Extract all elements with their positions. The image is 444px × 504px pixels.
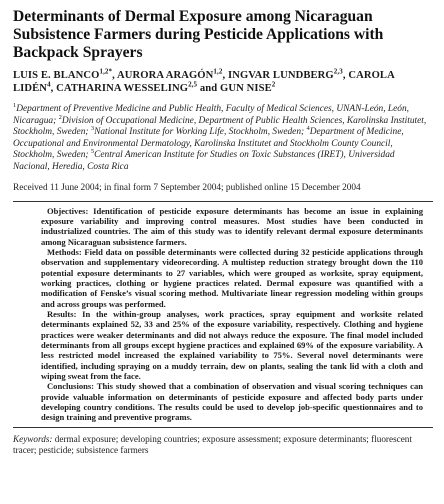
abstract-objectives: Objectives: Identification of pesticide exposure determinants has become an issue in explaining exposure variability and improving control measures. Most studies have been conducted in industrialized countries. The aim of this study was to identify relevant dermal exposure determinants among Nicaraguan subsistence farmers. — [41, 205, 423, 247]
author-name: INGVAR LUNDBERG — [227, 70, 334, 81]
keywords-label: Keywords: — [13, 433, 53, 444]
author-separator: and — [197, 83, 221, 94]
author-name: CAROLA LIDÉN — [13, 70, 395, 94]
author-name: CATHARINA WESSELING — [56, 83, 189, 94]
affiliations — [13, 101, 433, 174]
affiliation-number: 1 — [13, 101, 17, 109]
abstract-methods: Methods: Field data on possible determinants were collected during 32 pesticide applications through observation and supplementary videorecording. A multistep reduction strategy brought down the 110 potential exposure determinants to 27 variables, which were grouped as worksite, spray equipment, working practices, clothing or hygiene practices related. Dermal exposure was quantified with a modification of Fenske’s visual scoring method. Multivariate linear regression modeling within groups and across groups was performed. — [41, 246, 423, 309]
author-list — [13, 69, 433, 95]
affiliation-text: Department of Medicine, Occupational and Environmental Dermatology, Karolinska Institutet and Stockholm County Council, Stockholm, Sweden; — [13, 127, 404, 161]
author-affiliation-mark: 1,2* — [99, 67, 113, 76]
affiliation-number: 4 — [306, 125, 310, 133]
author-name: LUIS E. BLANCO — [13, 70, 100, 81]
author-separator: , — [50, 83, 57, 94]
author-affiliation-mark: 1,2 — [213, 67, 223, 76]
author-name: AURORA ARAGÓN — [117, 70, 214, 81]
keywords-text: dermal exposure; developing countries; exposure assessment; exposure determinants; fluorescent tracer; pesticide; subsistence farmers — [13, 433, 412, 455]
author-separator: , — [342, 70, 349, 81]
paper-title: Determinants of Dermal Exposure among Nicaraguan Subsistence Farmers during Pesticide Applications with Backpack Sprayers — [13, 8, 384, 61]
keywords — [13, 434, 433, 456]
affiliation-number: 3 — [90, 125, 95, 133]
author-affiliation-mark: 2 — [271, 80, 276, 89]
affiliation-text: Department of Preventive Medicine and Public Health, Faculty of Medical Sciences, UNAN-León, León, Nicaragua; — [13, 104, 410, 126]
author-separator: , — [222, 70, 228, 81]
publication-dates: Received 11 June 2004; in final form 7 September 2004; published online 15 December 2004 — [13, 182, 361, 193]
abstract-conclusions: Conclusions: This study showed that a combination of observation and visual scoring techniques can provide valuable information on determinants of pesticide exposure and affected body parts under developing country conditions. The results could be used to develop job-specific questionnaires and to design training and preventive programs. — [41, 381, 423, 423]
affiliation-text: Central American Institute for Studies on Toxic Substances (IRET), Universidad Nacional, Heredia, Costa Rica — [13, 150, 395, 172]
affiliation-number: 5 — [90, 148, 95, 156]
author-separator: , — [112, 70, 118, 81]
author-affiliation-mark: 2,3 — [333, 67, 343, 76]
affiliation-number: 2 — [58, 113, 62, 121]
paper-first-page — [13, 8, 433, 456]
abstract-results: Results: In the within-group analyses, work practices, spray equipment and worksite related determinants explained 52, 33 and 25% of the exposure variability, respectively. Clothing and hygiene practices were weaker determinants and did not always reduce the exposure. The final model included determinants from all groups except hygiene practices and explained 69% of the exposure variability. A less restricted model increased the explained variability to 75%. Several novel determinants were identified, including spraying on a muddy terrain, dew on plants, sealing the tank lid with a cloth and wiping sweat from the face. — [41, 309, 423, 382]
author-affiliation-mark: 2,5 — [188, 80, 198, 89]
author-affiliation-mark: 4 — [47, 80, 51, 89]
affiliation-text: National Institute for Working Life, Stockholm, Sweden; — [94, 127, 307, 138]
abstract — [13, 201, 433, 428]
author-name: GUN NISE — [220, 83, 272, 94]
affiliation-text: Division of Occupational Medicine, Department of Public Health Sciences, Karolinska Institutet, Stockholm, Sweden; — [13, 115, 427, 138]
